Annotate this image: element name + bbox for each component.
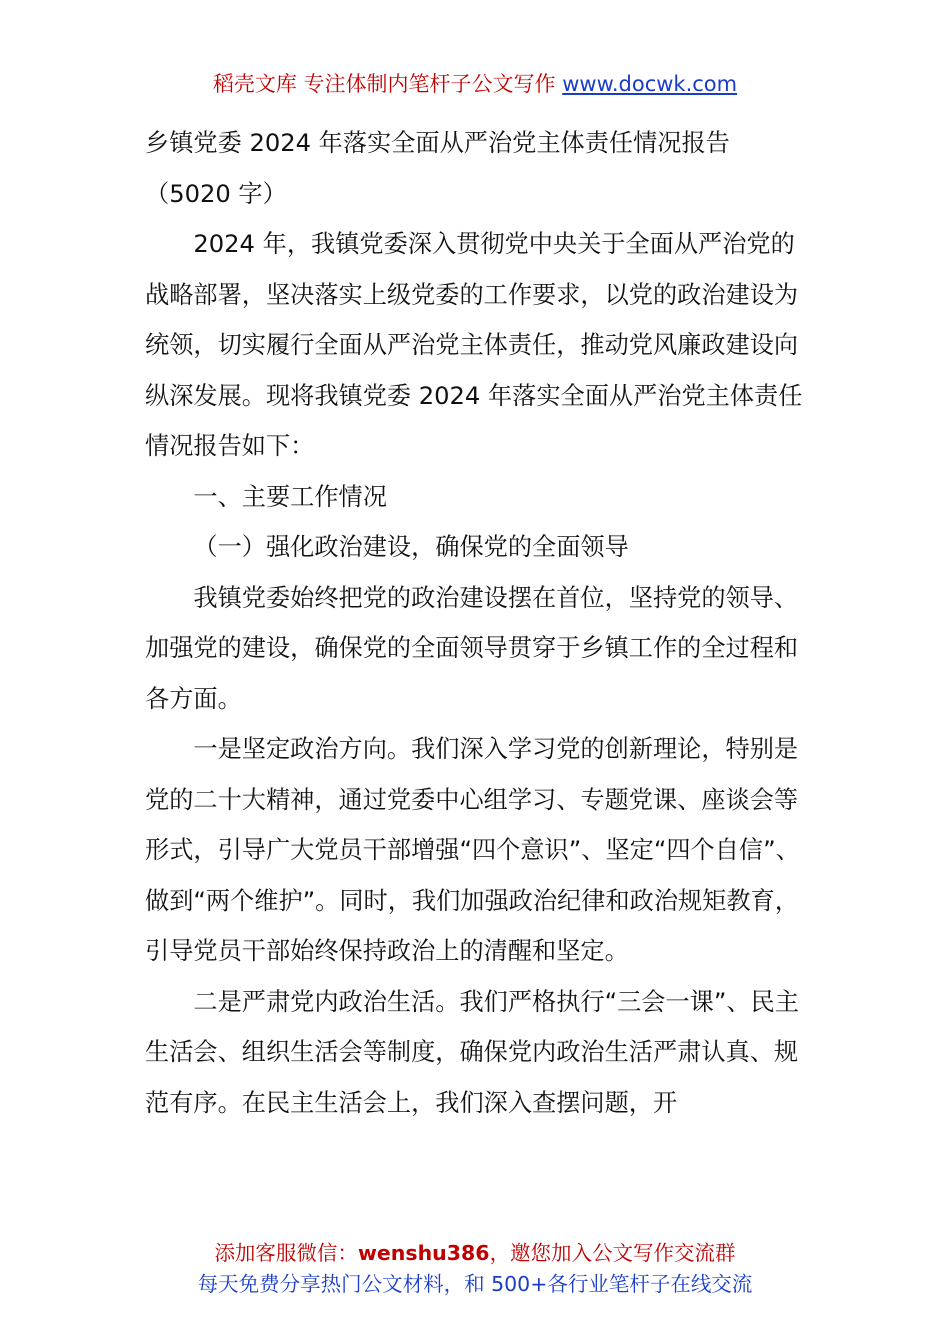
body-paragraph: 二是严肃党内政治生活。我们严格执行“三会一课”、民主生活会、组织生活会等制度，确保党内政治生活严肃认真、规范有序。在民主生活会上，我们深入查摆问题，开 bbox=[145, 987, 799, 1117]
wechat-label: 添加客服微信： bbox=[214, 1241, 358, 1265]
site-url-link[interactable]: www.docwk.com bbox=[562, 72, 738, 96]
footer-promo bbox=[0, 1238, 950, 1300]
document-body bbox=[145, 118, 810, 1128]
body-paragraph: 一是坚定政治方向。我们深入学习党的创新理论，特别是党的二十大精神，通过党委中心组学习、专题党课、座谈会等形式，引导广大党员干部增强“四个意识”、坚定“四个自信”、做到“两个维护”。同时，我们加强政治纪律和政治规矩教育，引导党员干部始终保持政治上的清醒和坚定。 bbox=[145, 735, 800, 965]
document-title: 乡镇党委 2024 年落实全面从严治党主体责任情况报告（5020 字） bbox=[145, 129, 730, 208]
intro-paragraph: 2024 年，我镇党委深入贯彻党中央关于全面从严治党的战略部署，坚决落实上级党委的工作要求，以党的政治建设为统领，切实履行全面从严治党主体责任，推动党风廉政建设向纵深发展。现将我镇党委 2024 年落实全面从严治党主体责任情况报告如下： bbox=[145, 230, 803, 460]
body-paragraph: 我镇党委始终把党的政治建设摆在首位，坚持党的领导、加强党的建设，确保党的全面领导贯穿于乡镇工作的全过程和各方面。 bbox=[145, 583, 799, 713]
brand-text: 稻壳文库 专注体制内笔杆子公文写作 bbox=[212, 72, 556, 96]
group-invite-text: ，邀您加入公文写作交流群 bbox=[489, 1241, 736, 1265]
section-heading: 一、主要工作情况 bbox=[193, 482, 387, 511]
site-header bbox=[0, 68, 950, 98]
footer-line-1 bbox=[0, 1238, 950, 1269]
wechat-id: wenshu386 bbox=[357, 1241, 490, 1265]
subsection-heading: （一）强化政治建设，确保党的全面领导 bbox=[193, 533, 629, 561]
footer-line-2: 每天免费分享热门公文材料，和 500+各行业笔杆子在线交流 bbox=[197, 1272, 753, 1296]
